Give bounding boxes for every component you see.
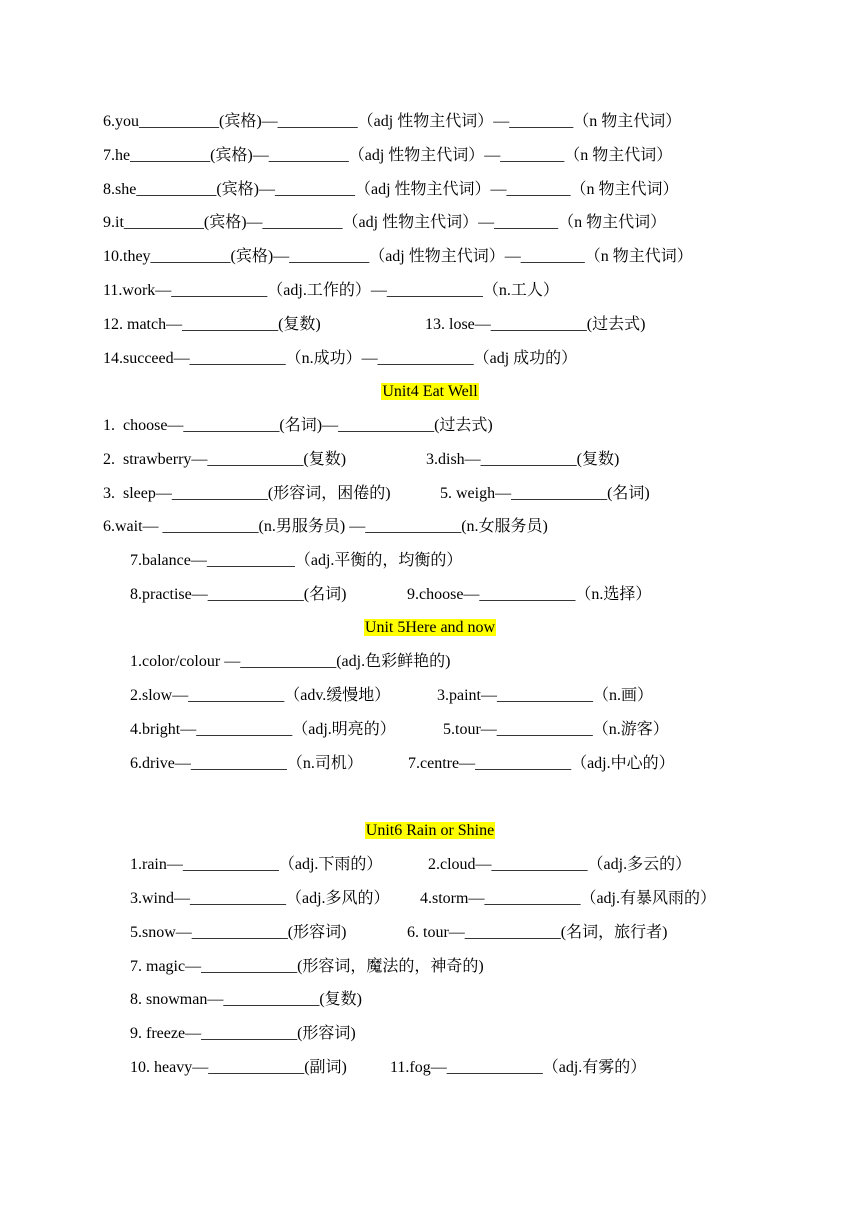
exercise-item: 1. choose—____________(名词)—____________(过去式) [103,417,493,434]
exercise-item: 6.you__________(宾格)—__________（adj 性物主代词）—________（n 物主代词） [103,113,682,130]
unit5-heading: Unit 5Here and now [364,619,496,636]
exercise-item: 2.cloud—____________（adj.多云的） [428,856,692,873]
unit6-heading: Unit6 Rain or Shine [365,822,495,839]
exercise-item: 10.they__________(宾格)—__________（adj 性物主代词）—________（n 物主代词） [103,248,693,265]
exercise-item: 8.she__________(宾格)—__________（adj 性物主代词）—________（n 物主代词） [103,181,679,198]
exercise-item: 14.succeed—____________（n.成功）—____________（adj 成功的） [103,350,578,367]
exercise-item: 8.practise—____________(名词) [130,586,347,603]
exercise-item: 13. lose—____________(过去式) [425,316,646,333]
exercise-item: 11.work—____________（adj.工作的）—____________（n.工人） [103,282,559,299]
exercise-item: 5. weigh—____________(名词) [440,485,650,502]
exercise-item: 5.snow—____________(形容词) [130,924,347,941]
exercise-item: 6. tour—____________(名词，旅行者) [407,924,668,941]
exercise-item: 3.paint—____________（n.画） [437,687,653,704]
exercise-item: 8. snowman—____________(复数) [130,991,362,1008]
exercise-item: 3.dish—____________(复数) [426,451,620,468]
exercise-item: 11.fog—____________（adj.有雾的） [390,1059,647,1076]
exercise-item: 10. heavy—____________(副词) [130,1059,347,1076]
exercise-item: 7.he__________(宾格)—__________（adj 性物主代词）—________（n 物主代词） [103,147,673,164]
exercise-item: 7. magic—____________(形容词，魔法的，神奇的) [130,958,484,975]
exercise-item: 12. match—____________(复数) [103,316,321,333]
exercise-item: 9.it__________(宾格)—__________（adj 性物主代词）—________（n 物主代词） [103,214,667,231]
exercise-item: 3.wind—____________（adj.多风的） [130,890,390,907]
exercise-item: 6.wait— ____________(n.男服务员) —____________(n.女服务员) [103,518,548,535]
exercise-item: 7.centre—____________（adj.中心的） [408,755,675,772]
exercise-item: 4.bright—____________（adj.明亮的） [130,721,396,738]
exercise-item: 9. freeze—____________(形容词) [130,1025,356,1042]
exercise-item: 3. sleep—____________(形容词，困倦的) [103,485,391,502]
exercise-item: 4.storm—____________（adj.有暴风雨的） [420,890,716,907]
exercise-item: 9.choose—____________（n.选择） [407,586,652,603]
exercise-item: 2.slow—____________（adv.缓慢地） [130,687,391,704]
exercise-item: 6.drive—____________（n.司机） [130,755,363,772]
exercise-item: 1.rain—____________（adj.下雨的） [130,856,383,873]
exercise-item: 2. strawberry—____________(复数) [103,451,347,468]
exercise-item: 1.color/colour —____________(adj.色彩鲜艳的) [130,653,451,670]
exercise-item: 7.balance—___________（adj.平衡的，均衡的） [130,552,463,569]
exercise-item: 5.tour—____________（n.游客） [443,721,669,738]
unit4-heading: Unit4 Eat Well [382,383,478,400]
